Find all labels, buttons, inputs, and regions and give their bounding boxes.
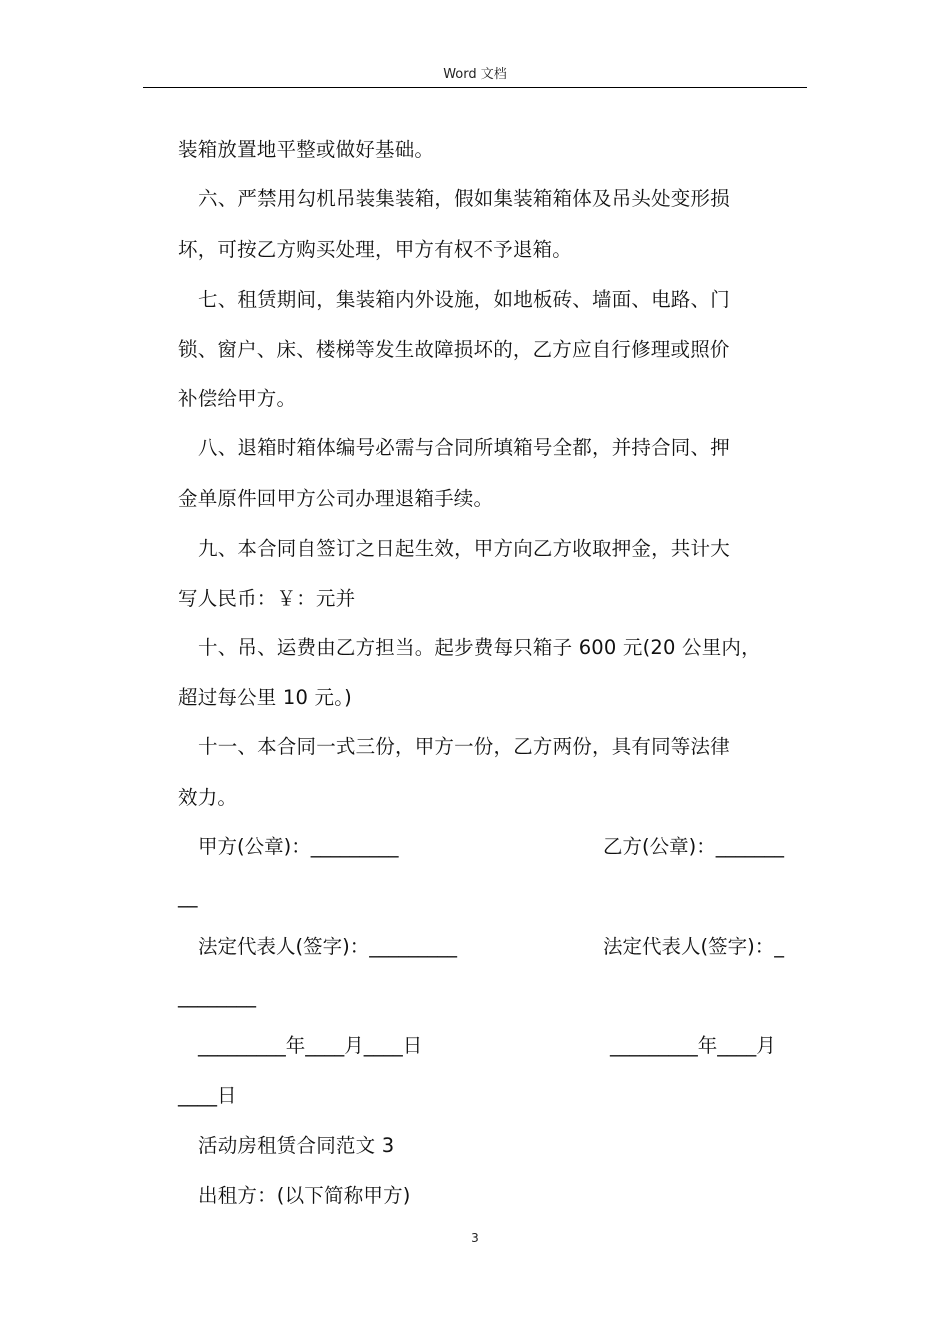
lessor-line: 出租方：(以下简称甲方)	[198, 1184, 411, 1207]
clause-9-line-2: 写人民币：￥：元并	[178, 587, 356, 610]
clause-10-line-2: 超过每公里 10 元。)	[178, 686, 352, 709]
party-b-representative-continued: ________	[178, 985, 256, 1008]
header-rule	[143, 87, 807, 88]
clause-6-line-2: 坏，可按乙方购买处理，甲方有权不予退箱。	[178, 238, 573, 261]
clause-6-line-1: 六、严禁用勾机吊装集装箱，假如集装箱箱体及吊头处变形损	[198, 187, 730, 210]
clause-8-line-2: 金单原件回甲方公司办理退箱手续。	[178, 487, 494, 510]
party-a-representative: 法定代表人(签字)：_________	[198, 935, 457, 958]
clause-11-line-1: 十一、本合同一式三份，甲方一份，乙方两份，具有同等法律	[198, 735, 730, 758]
clause-7-line-1: 七、租赁期间，集装箱内外设施，如地板砖、墙面、电路、门	[198, 288, 730, 311]
section-title: 活动房租赁合同范文 3	[198, 1134, 395, 1157]
party-b-date: _________年____月	[610, 1034, 776, 1057]
party-a-date: _________年____月____日	[198, 1034, 423, 1057]
party-b-date-continued: ____日	[178, 1084, 237, 1107]
party-b-seal: 乙方(公章)：_______	[603, 835, 784, 858]
paragraph-line: 装箱放置地平整或做好基础。	[178, 138, 435, 161]
page-header: Word 文档	[443, 67, 507, 82]
page-number: 3	[471, 1231, 479, 1245]
clause-7-line-2: 锁、窗户、床、楼梯等发生故障损坏的，乙方应自行修理或照价	[178, 338, 730, 361]
party-b-seal-continued: __	[178, 885, 198, 908]
party-b-representative: 法定代表人(签字)：_	[603, 935, 784, 958]
clause-9-line-1: 九、本合同自签订之日起生效，甲方向乙方收取押金，共计大	[198, 537, 730, 560]
party-a-seal: 甲方(公章)：_________	[198, 835, 399, 858]
clause-8-line-1: 八、退箱时箱体编号必需与合同所填箱号全都，并持合同、押	[198, 436, 730, 459]
clause-10-line-1: 十、吊、运费由乙方担当。起步费每只箱子 600 元(20 公里内，	[198, 636, 761, 659]
clause-7-line-3: 补偿给甲方。	[178, 387, 297, 410]
clause-11-line-2: 效力。	[178, 786, 238, 809]
